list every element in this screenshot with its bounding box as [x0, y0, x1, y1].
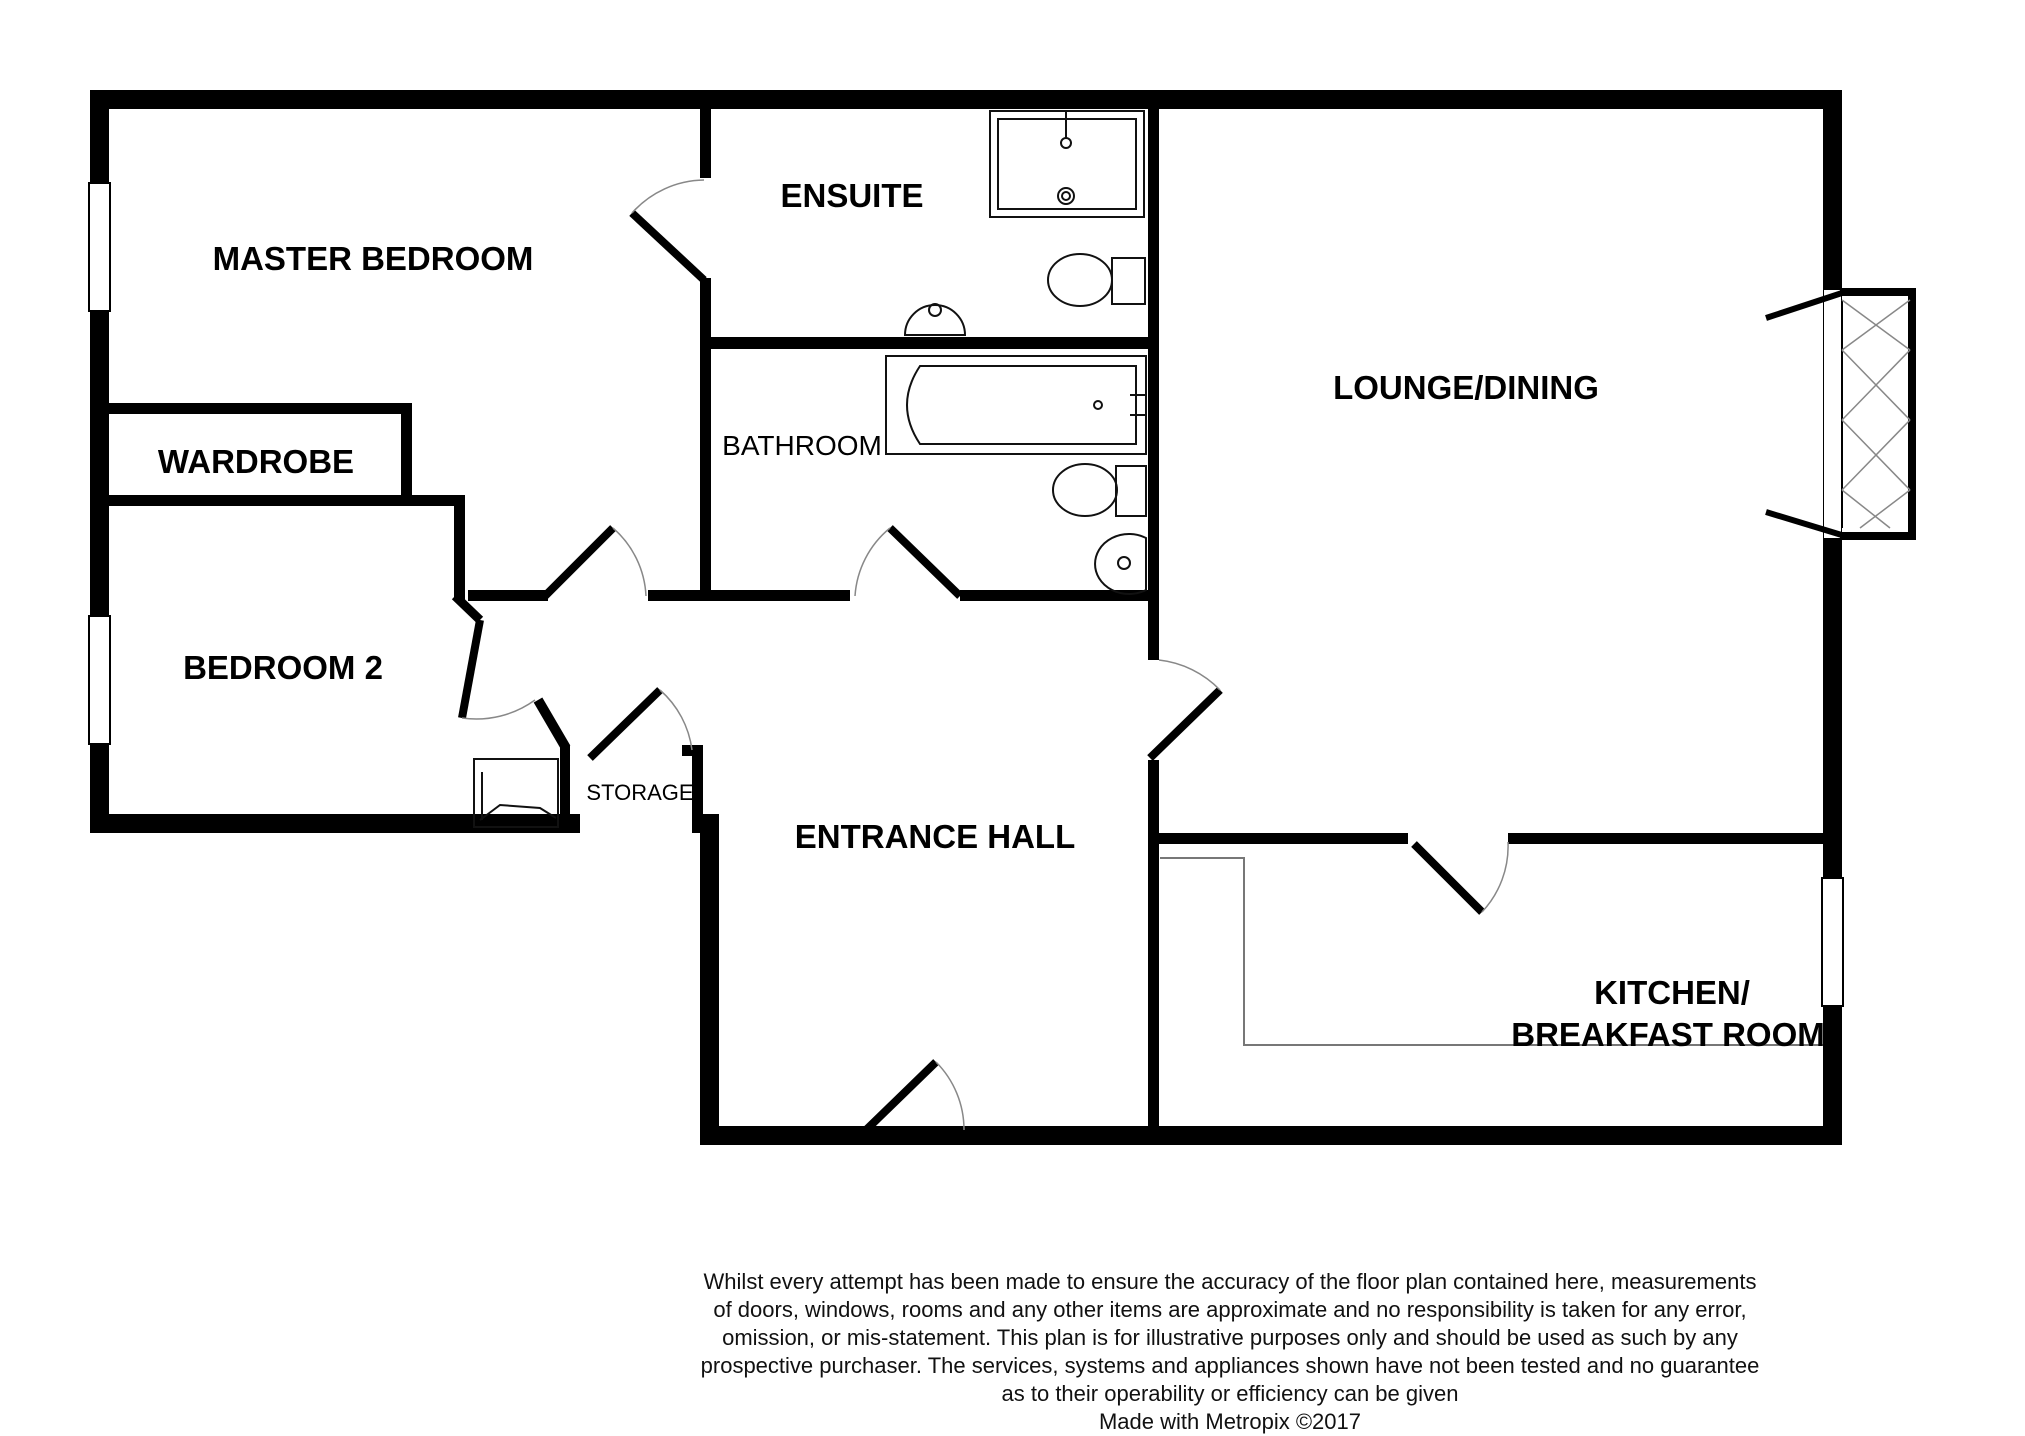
disclaimer-line: omission, or mis-statement. This plan is for illustrative purposes only and should be used as such by any [722, 1325, 1738, 1350]
door-lounge-swing [1159, 660, 1220, 690]
ensuite-basin [905, 305, 965, 335]
door-front-entrance-swing [936, 1062, 964, 1130]
credit-line: Made with Metropix ©2017 [1098, 1409, 1361, 1434]
door-kitchen [1414, 844, 1482, 912]
door-bedroom-2 [462, 620, 480, 718]
label-bathroom: BATHROOM [722, 430, 882, 461]
bathroom-basin [1095, 534, 1146, 594]
disclaimer-line: as to their operability or efficiency can be given [1001, 1381, 1459, 1406]
disclaimer [600, 1268, 1860, 1436]
door-storage-swing [660, 690, 692, 750]
label-breakfast-room: BREAKFAST ROOM [1511, 1016, 1825, 1053]
label-ensuite: ENSUITE [780, 177, 924, 214]
disclaimer-line: Whilst every attempt has been made to ensure the accuracy of the floor plan contained here, measurements [703, 1269, 1757, 1294]
label-wardrobe: WARDROBE [157, 443, 355, 480]
window-master-bedroom [89, 183, 110, 311]
bathroom-toilet [1053, 464, 1117, 516]
ensuite-fixtures [905, 111, 1145, 335]
label-master-bedroom: MASTER BEDROOM [212, 240, 534, 277]
door-bathroom [890, 528, 960, 596]
door-ensuite-swing [632, 180, 704, 213]
door-kitchen-swing [1482, 842, 1508, 912]
door-master-bedroom-swing [613, 528, 646, 596]
disclaimer-line: of doors, windows, rooms and any other items are approximate and no responsibility is taken for any error, [713, 1297, 1747, 1322]
label-lounge-dining: LOUNGE/DINING [1333, 369, 1599, 406]
door-master-bedroom [545, 528, 613, 596]
ensuite-toilet [1048, 254, 1112, 306]
label-storage: STORAGE [586, 780, 694, 805]
door-bathroom-swing [855, 528, 890, 596]
bath-tub [886, 356, 1146, 454]
disclaimer-line: prospective purchaser. The services, systems and appliances shown have not been tested and no guarantee [700, 1353, 1760, 1378]
label-bedroom-2: BEDROOM 2 [183, 649, 383, 686]
door-lounge [1150, 690, 1220, 758]
door-bedroom-2-swing [462, 700, 535, 719]
door-front-entrance [866, 1062, 936, 1130]
window-bedroom-2 [89, 616, 110, 744]
bay-window [1766, 290, 1912, 538]
door-storage [590, 690, 660, 758]
label-entrance-hall: ENTRANCE HALL [794, 818, 1076, 855]
window-kitchen [1822, 878, 1843, 1006]
door-ensuite [632, 213, 704, 280]
room-labels [158, 177, 1825, 1053]
doors [462, 180, 1508, 1130]
label-kitchen: KITCHEN/ [1594, 974, 1750, 1011]
